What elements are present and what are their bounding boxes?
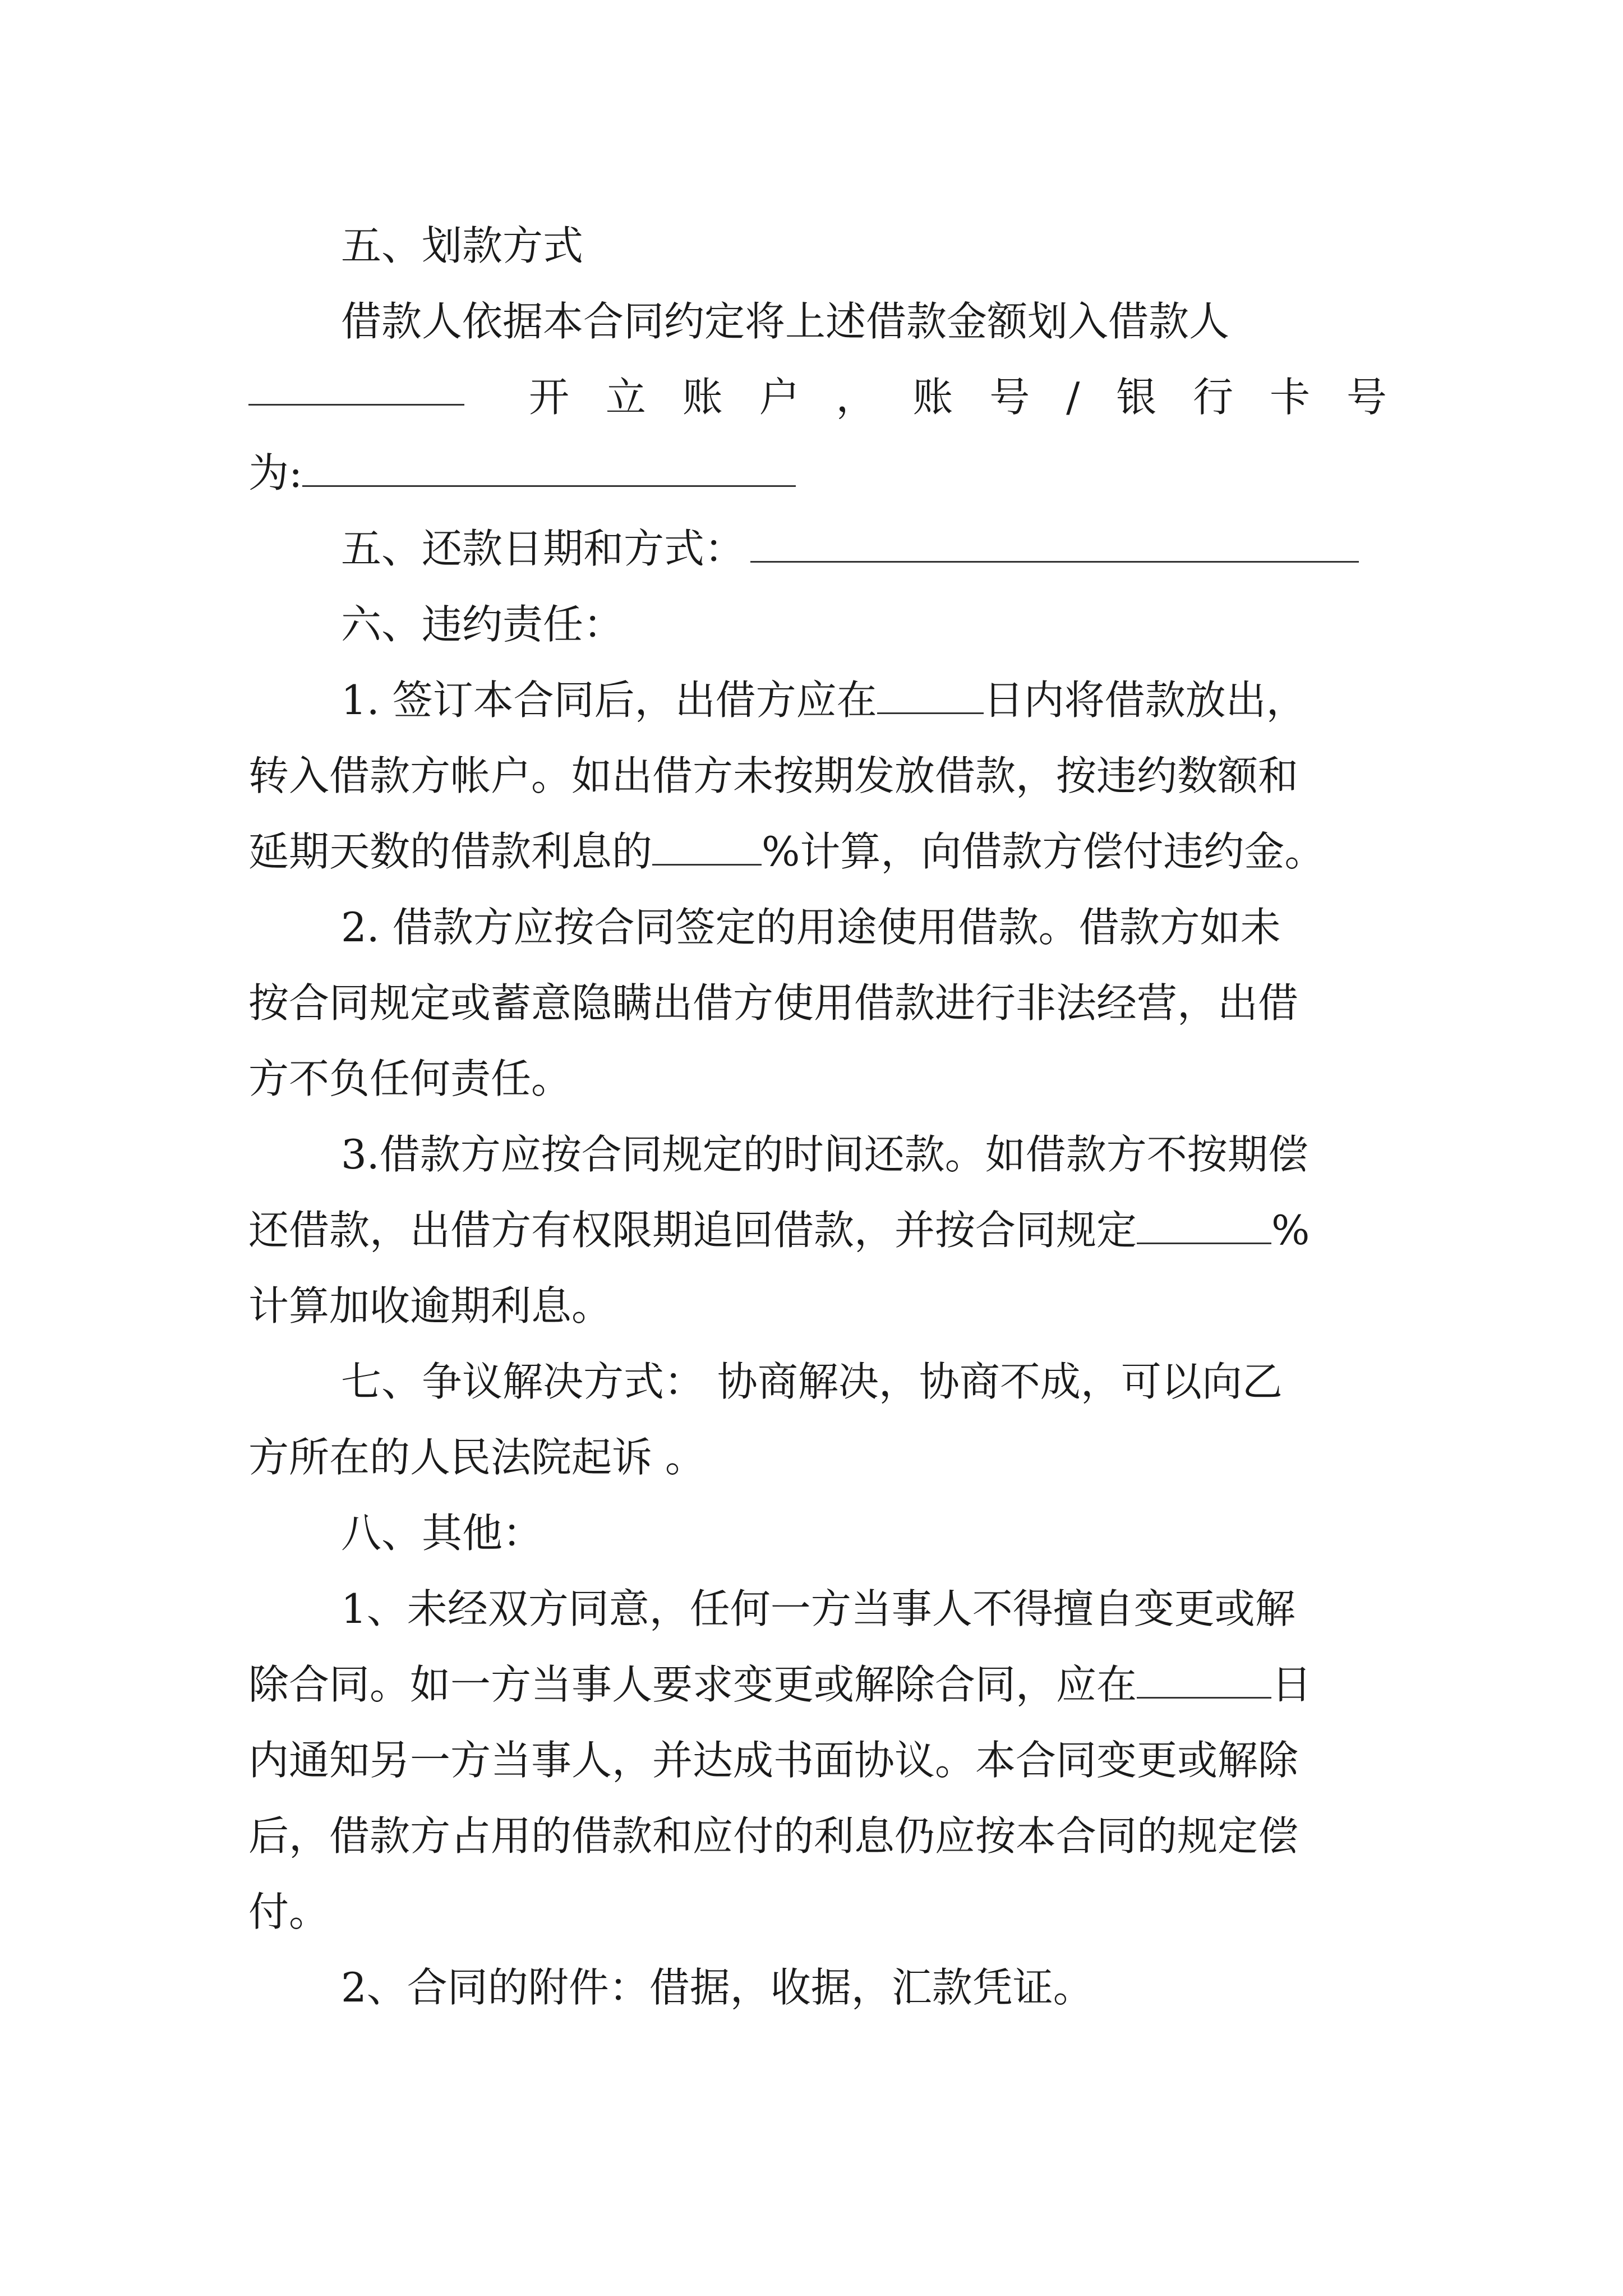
overdue-rate-blank xyxy=(1137,1208,1271,1244)
paragraph-line: 2. 借款方应按合同签定的用途使用借款。借款方如未 xyxy=(341,904,1281,951)
paragraph-line: 后，借款方占用的借款和应付的利息仍应按本合同的规定偿 xyxy=(248,1812,1299,1860)
paragraph-line: 七、争议解决方式： 协商解决，协商不成，可以向乙 xyxy=(341,1358,1283,1405)
clause-line: 1. 签订本合同后，出借方应在 日内将借款放出， xyxy=(341,677,1307,724)
heading-liability: 六、违约责任： xyxy=(341,601,624,648)
repayment-blank xyxy=(750,526,1359,563)
paragraph-line: 方不负任何责任。 xyxy=(248,1055,572,1102)
paragraph-line: 转入借款方帐户。如出借方未按期发放借款，按违约数额和 xyxy=(248,752,1299,799)
paragraph-line: 借款人依据本合同约定将上述借款金额划入借款人 xyxy=(341,298,1230,345)
heading-other: 八、其他： xyxy=(341,1510,543,1557)
clause-line: 延期天数的借款利息的 %计算，向借款方偿付违约金。 xyxy=(248,828,1325,875)
paragraph-line: 3.借款方应按合同规定的时间还款。如借款方不按期偿 xyxy=(341,1131,1308,1178)
clause-line: 除合同。如一方当事人要求变更或解除合同，应在 日 xyxy=(248,1661,1312,1708)
days-blank xyxy=(877,678,984,714)
paragraph-line: 1、未经双方同意，任何一方当事人不得擅自变更或解 xyxy=(341,1585,1295,1632)
paragraph-line: 付。 xyxy=(248,1888,330,1935)
paragraph-line: 计算加收逾期利息。 xyxy=(248,1282,612,1329)
notice-days-blank xyxy=(1137,1662,1271,1699)
account-line xyxy=(248,369,1387,425)
account-bank-blank xyxy=(248,369,464,406)
paragraph-line: 内通知另一方当事人，并达成书面协议。本合同变更或解除 xyxy=(248,1737,1299,1784)
paragraph-line: 方所在的人民法院起诉 。 xyxy=(248,1434,706,1481)
paragraph-line: 2、合同的附件：借据，收据，汇款凭证。 xyxy=(341,1964,1094,2011)
repayment-line: 五、还款日期和方式： xyxy=(341,521,1359,577)
heading-transfer-method: 五、划款方式 xyxy=(341,222,584,269)
clause-line: 还借款，出借方有权限期追回借款，并按合同规定 % xyxy=(248,1207,1310,1254)
penalty-rate-blank xyxy=(652,829,762,866)
account-number-blank xyxy=(302,450,796,487)
paragraph-line: 按合同规定或蓄意隐瞒出借方使用借款进行非法经营，出借 xyxy=(248,979,1299,1027)
account-label: 开 立 账 户 ， 账 号 / 银 行 卡 号 xyxy=(529,374,1387,421)
account-number-line: 为: xyxy=(248,445,796,501)
